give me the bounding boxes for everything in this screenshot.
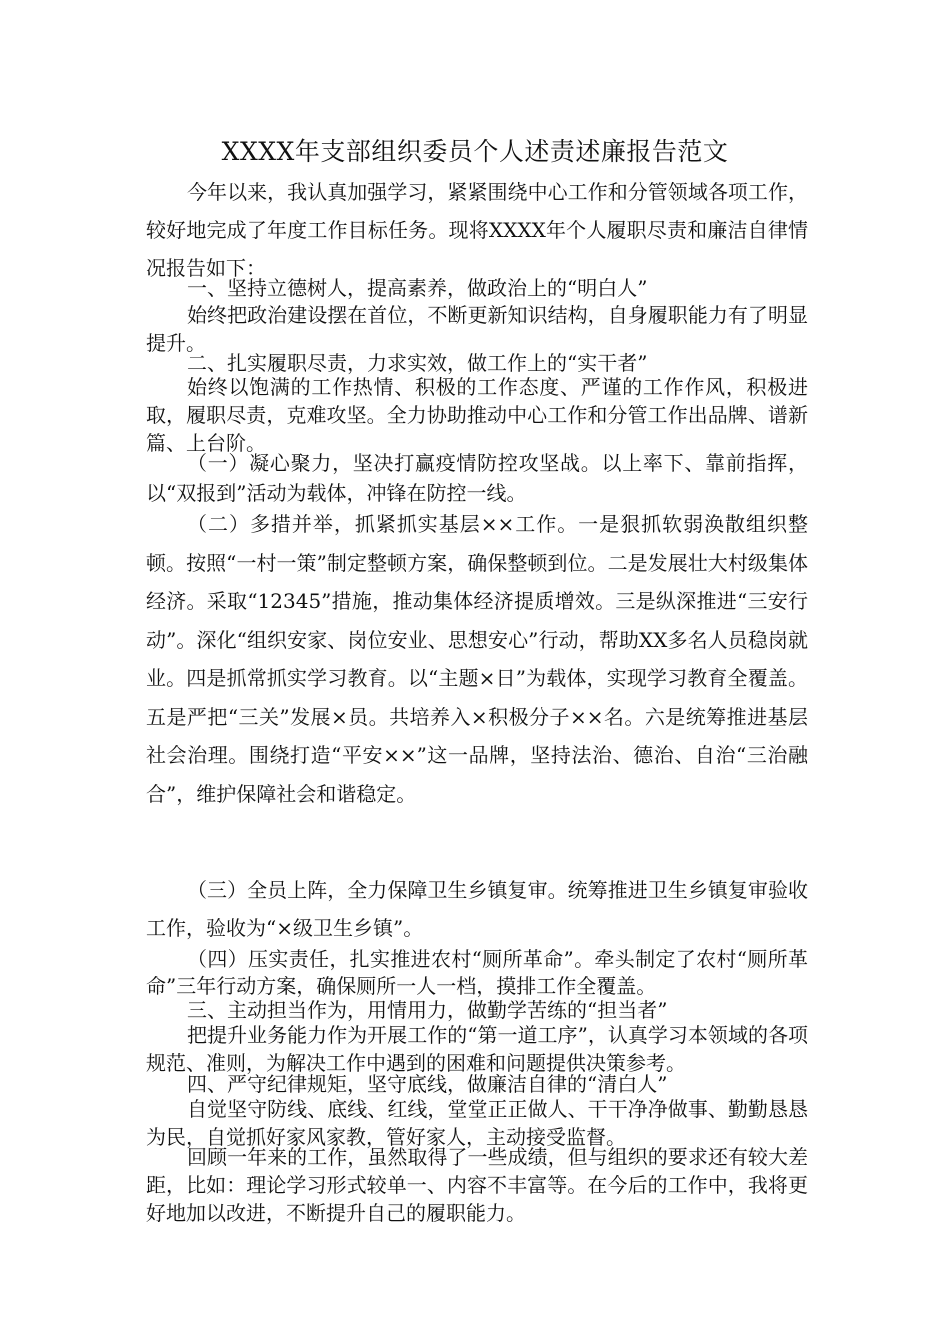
section-3-body: 把提升业务能力作为开展工作的“第一道工序”，认真学习本领域的各项规范、准则，为解决工作中遇到的困难和问题提供决策参考。 <box>146 1023 808 1075</box>
subsection-3: （三）全员上阵，全力保障卫生乡镇复审。统筹推进卫生乡镇复审验收工作，验收为“×级卫生乡镇”。 <box>146 878 808 940</box>
section-2-body: 始终以饱满的工作热情、积极的工作态度、严谨的工作作风，积极进取，履职尽责，克难攻坚。全力协助推动中心工作和分管工作出品牌、谱新篇、上台阶。 <box>146 375 808 455</box>
intro-paragraph: 今年以来，我认真加强学习，紧紧围绕中心工作和分管领域各项工作，较好地完成了年度工作目标任务。现将XXXX年个人履职尽责和廉洁自律情况报告如下： <box>146 180 808 280</box>
section-4-body: 自觉坚守防线、底线、红线，堂堂正正做人、干干净净做事、勤勤恳恳为民，自觉抓好家风家教，管好家人，主动接受监督。 <box>146 1097 808 1149</box>
closing-paragraph: 回顾一年来的工作，虽然取得了一些成绩，但与组织的要求还有较大差距，比如：理论学习形式较单一、内容不丰富等。在今后的工作中，我将更好地加以改进，不断提升自己的履职能力。 <box>146 1145 808 1225</box>
subsection-2: （二）多措并举，抓紧抓实基层××工作。一是狠抓软弱涣散组织整顿。按照“一村一策”制定整顿方案，确保整顿到位。二是发展壮大村级集体经济。采取“12345”措施，推动集体经济提质增效。三是纵深推进“三安行动”。深化“组织安家、岗位安业、思想安心”行动，帮助XX多名人员稳岗就业。四是抓常抓实学习教育。以“主题×日”为载体，实现学习教育全覆盖。五是严把“三关”发展×员。共培养入×积极分子××名。六是统筹推进基层社会治理。围绕打造“平安××”这一品牌，坚持法治、德治、自治“三治融合”，维护保障社会和谐稳定。 <box>146 512 808 806</box>
page-title: XXXX年支部组织委员个人述责述廉报告范文 <box>221 137 729 166</box>
section-4-heading: 四、严守纪律规矩，坚守底线，做廉洁自律的“清白人” <box>187 1072 668 1096</box>
subsection-4: （四）压实责任，扎实推进农村“厕所革命”。牵头制定了农村“厕所革命”三年行动方案，确保厕所一人一档，摸排工作全覆盖。 <box>146 947 808 998</box>
section-1-heading: 一、坚持立德树人，提高素养，做政治上的“明白人” <box>187 276 648 300</box>
section-2-heading: 二、扎实履职尽责，力求实效，做工作上的“实干者” <box>187 351 648 375</box>
section-3-heading: 三、主动担当作为，用情用力，做勤学苦练的“担当者” <box>187 998 668 1022</box>
section-1-body: 始终把政治建设摆在首位，不断更新知识结构，自身履职能力有了明显提升。 <box>146 303 808 355</box>
subsection-1: （一）凝心聚力，坚决打赢疫情防控攻坚战。以上率下、靠前指挥，以“双报到”活动为载体，冲锋在防控一线。 <box>146 451 808 505</box>
